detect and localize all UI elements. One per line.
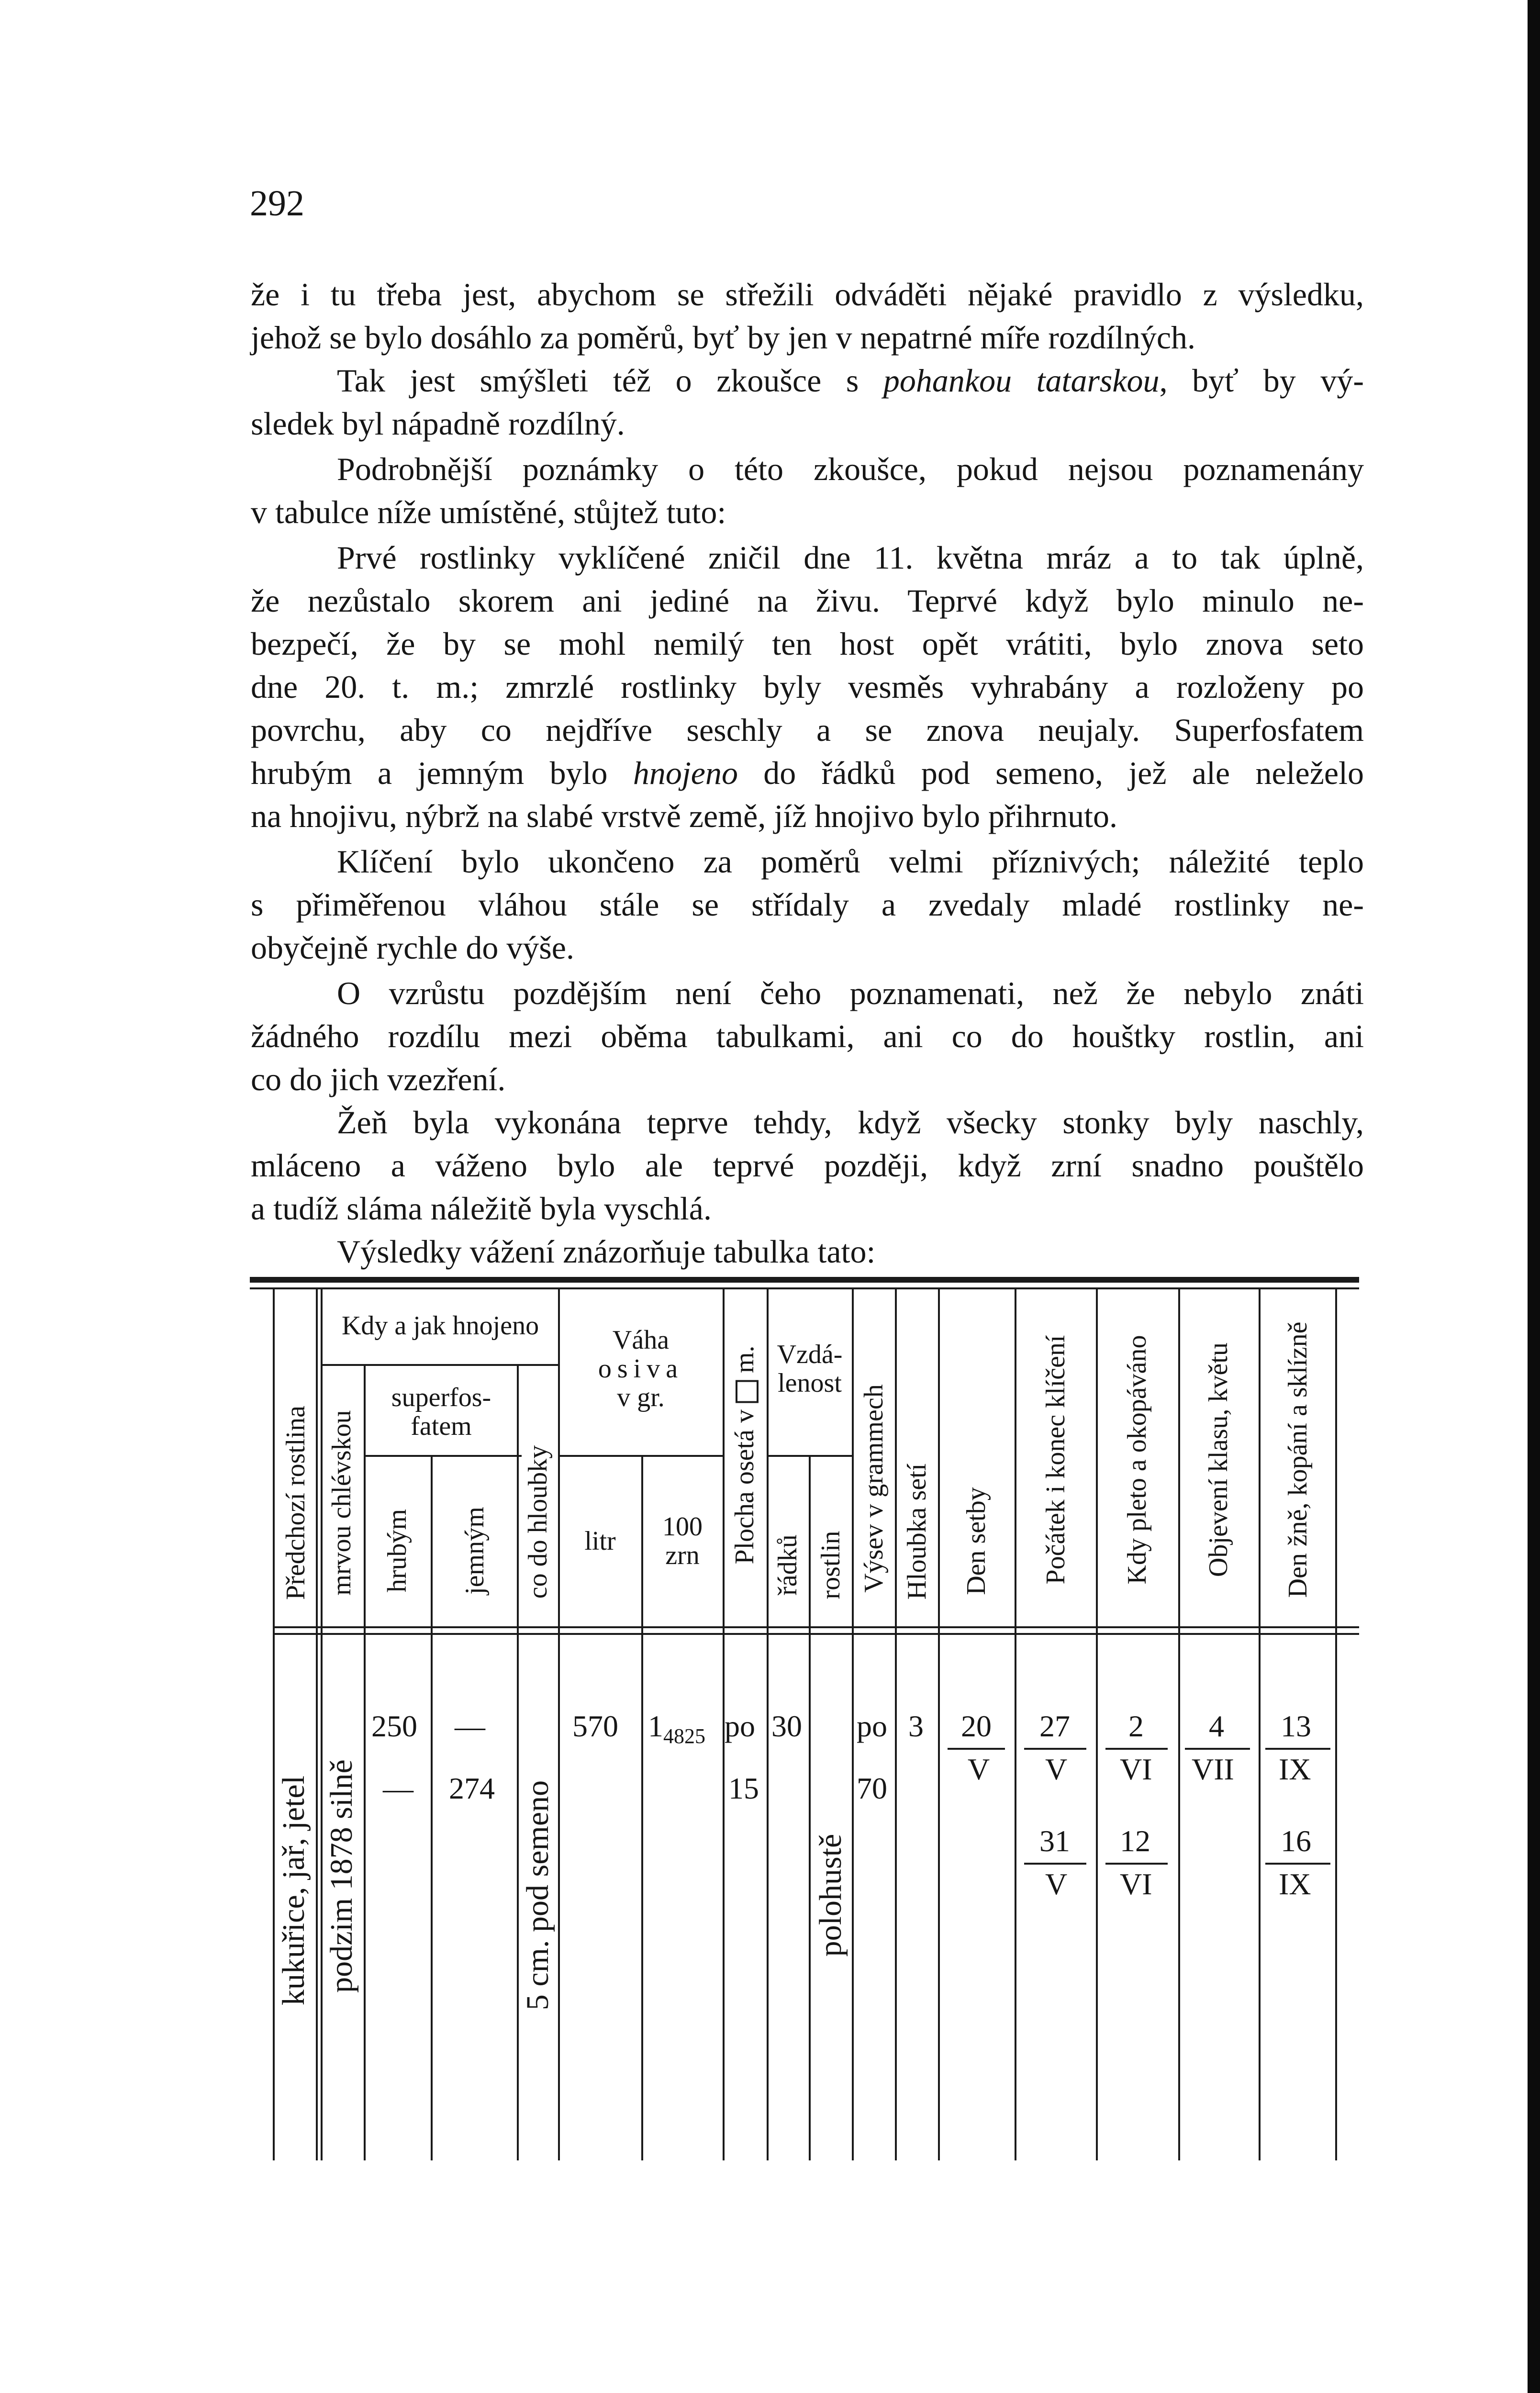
header-jemnym: jemným xyxy=(460,1507,490,1595)
cell-rule xyxy=(1024,1863,1086,1865)
column-line xyxy=(1259,1289,1261,2160)
cell-den-setby-day: 20 xyxy=(961,1709,992,1743)
table-top-rule xyxy=(250,1287,1359,1289)
header-plocha-unit: m. xyxy=(730,1345,759,1374)
text-line: jehož se bylo dosáhlo za poměrů, byť by jen v nepatrné míře rozdílných. xyxy=(251,319,1196,356)
header-bottom-rule xyxy=(273,1633,1359,1635)
text-line: obyčejně rychle do výše. xyxy=(251,929,574,966)
header-100-zrn: 100 xyxy=(662,1512,703,1542)
cell-litr: 570 xyxy=(572,1709,618,1743)
header-100-zrn: zrn xyxy=(665,1541,700,1570)
text-line: Klíčení bylo ukončeno za poměrů velmi příznivých; náležité teplo xyxy=(337,843,1364,880)
header-rule xyxy=(321,1364,560,1366)
column-line xyxy=(558,1289,560,2160)
header-plocha xyxy=(729,1345,760,1564)
header-plocha-text: Plocha osetá v xyxy=(730,1409,759,1565)
text-line: na hnojivu, nýbrž na slabé vrstvě země, jíž hnojivo bylo přihrnuto. xyxy=(251,798,1118,834)
text-line: co do jich vzezření. xyxy=(251,1061,506,1097)
cell-objeveni-month: VII xyxy=(1192,1752,1234,1786)
header-hloubka: Hloubka setí xyxy=(902,1463,932,1600)
column-line xyxy=(1335,1289,1337,2160)
header-pocatek: Počátek i konec klíčení xyxy=(1041,1335,1071,1585)
cell-rule xyxy=(1265,1863,1330,1865)
text-segment: Tak jest smýšleti též o zkoušce s xyxy=(337,362,883,399)
cell-rule xyxy=(948,1748,1005,1750)
text-line: žádného rozdílu mezi oběma tabulkami, ani co do houštky rostlin, ani xyxy=(251,1018,1364,1054)
header-litr: litr xyxy=(584,1526,616,1556)
cell-pleto-day: 12 xyxy=(1120,1824,1150,1858)
text-line: v tabulce níže umístěné, stůjtež tuto: xyxy=(251,494,726,530)
column-line xyxy=(1096,1289,1098,2160)
cell-hloubky: 5 cm. pod semeno xyxy=(520,1780,555,2011)
column-line xyxy=(809,1455,811,2160)
column-line xyxy=(316,1289,318,2160)
cell-100-zrn-sub: 4825 xyxy=(663,1724,705,1748)
text-segment: , byť by vý- xyxy=(1159,362,1364,399)
text-line: že i tu třeba jest, abychom se střežili odváděti nějaké pravidlo z výsledku, xyxy=(251,276,1364,313)
column-line xyxy=(517,1364,519,2160)
cell-plocha: 15 xyxy=(728,1771,759,1805)
column-line xyxy=(321,1289,323,2160)
table-top-rule xyxy=(250,1277,1359,1283)
text-line: že nezůstalo skorem ani jediné na živu. Teprvé když bylo minulo ne- xyxy=(251,582,1364,619)
cell-hloubka: 3 xyxy=(908,1709,924,1743)
cell-zne-day: 16 xyxy=(1281,1824,1311,1858)
cell-jemnym: — xyxy=(455,1709,485,1743)
column-line xyxy=(273,1289,275,2160)
cell-vysev: po xyxy=(857,1709,887,1743)
header-den-zne: Den žně, kopání a sklízně xyxy=(1283,1321,1313,1598)
cell-den-setby-month: V xyxy=(968,1752,990,1786)
cell-radku: 30 xyxy=(771,1709,802,1743)
cell-rule xyxy=(1105,1863,1168,1865)
header-vzdalenost: Vzdá- xyxy=(777,1340,843,1369)
column-line xyxy=(895,1289,897,2160)
text-line: Prvé rostlinky vyklíčené zničil dne 11. května mráz a to tak úplně, xyxy=(337,539,1364,576)
page-number: 292 xyxy=(250,183,304,224)
cell-vysev: 70 xyxy=(857,1771,887,1805)
cell-jemnym: 274 xyxy=(449,1771,495,1805)
cell-zne-day: 13 xyxy=(1281,1709,1311,1743)
header-kdy-jak: Kdy a jak hnojeno xyxy=(341,1311,539,1341)
italic-term: hnojeno xyxy=(633,755,738,791)
header-superfosfatem: fatem xyxy=(411,1411,472,1441)
text-line: a tudíž sláma náležitě byla vyschlá. xyxy=(251,1190,712,1227)
header-objeveni: Objevení klasu, květu xyxy=(1204,1342,1233,1577)
text-segment: do řádků pod semeno, jež ale neleželo xyxy=(737,755,1364,791)
cell-rule xyxy=(1024,1748,1086,1750)
cell-pocatek-day: 31 xyxy=(1039,1824,1070,1858)
cell-rule xyxy=(1185,1748,1250,1750)
text-line: povrchu, aby co nejdříve seschly a se znova neujaly. Superfosfatem xyxy=(251,712,1364,748)
cell-hrubym: 250 xyxy=(371,1709,417,1743)
header-vzdalenost: lenost xyxy=(778,1368,842,1398)
header-superfosfatem: superfos- xyxy=(391,1383,491,1412)
cell-pleto-month: VI xyxy=(1120,1867,1152,1901)
header-rule xyxy=(364,1455,522,1457)
header-den-setby: Den setby xyxy=(961,1487,991,1595)
column-line xyxy=(1015,1289,1016,2160)
column-line xyxy=(852,1289,854,2160)
header-rostlin: rostlin xyxy=(816,1531,846,1599)
cell-rostlin: polohustě xyxy=(813,1834,848,1957)
column-line xyxy=(364,1364,366,2160)
cell-rule xyxy=(1105,1748,1168,1750)
cell-zne-month: IX xyxy=(1279,1752,1311,1786)
cell-rule xyxy=(1265,1748,1330,1750)
header-predchozi: Předchozí rostlina xyxy=(281,1406,311,1600)
cell-100-zrn-main: 1 xyxy=(648,1709,663,1743)
text-line: bezpečí, že by se mohl nemilý ten host opět vrátiti, bylo znova seto xyxy=(251,626,1364,662)
cell-pleto-month: VI xyxy=(1120,1752,1152,1786)
header-mrvou: mrvou chlévskou xyxy=(327,1410,357,1596)
cell-pocatek-day: 27 xyxy=(1039,1709,1070,1743)
column-line xyxy=(431,1455,433,2160)
cell-plocha: po xyxy=(725,1709,755,1743)
cell-objeveni-day: 4 xyxy=(1209,1709,1224,1743)
header-hrubym: hrubým xyxy=(382,1509,412,1593)
column-line xyxy=(938,1289,940,2160)
header-rule xyxy=(767,1455,852,1457)
column-line xyxy=(767,1289,769,2160)
cell-100-zrn xyxy=(648,1709,705,1748)
cell-pocatek-month: V xyxy=(1045,1867,1068,1901)
cell-mrvou: podzim 1878 silně xyxy=(324,1759,359,1993)
italic-term: pohankou tatarskou xyxy=(883,362,1160,399)
text-line: s přiměřenou vláhou stále se střídaly a zvedaly mladé rostlinky ne- xyxy=(251,886,1364,923)
text-line: sledek byl nápadně rozdílný. xyxy=(251,405,625,442)
cell-zne-month: IX xyxy=(1279,1867,1311,1901)
text-line: Podrobnější poznámky o této zkoušce, pokud nejsou poznamenány xyxy=(337,451,1364,487)
text-line: Výsledky vážení znázorňuje tabulka tato: xyxy=(337,1233,876,1270)
header-radku: řádků xyxy=(773,1534,803,1596)
text-line: dne 20. t. m.; zmrzlé rostlinky byly vesměs vyhrabány a rozloženy po xyxy=(251,669,1364,705)
cell-predchozi: kukuřice, jař, jetel xyxy=(276,1775,311,2006)
header-hloubky: co do hloubky xyxy=(523,1445,553,1599)
text-line: O vzrůstu pozdějším není čeho poznamenati, než že nebylo znáti xyxy=(337,975,1364,1011)
square-icon xyxy=(736,1380,759,1403)
header-vaha: v gr. xyxy=(617,1383,665,1412)
text-line: mláceno a váženo bylo ale teprvé později, když zrní snadno pouštělo xyxy=(251,1147,1364,1184)
header-kdy-pleto: Kdy pleto a okopáváno xyxy=(1122,1335,1152,1585)
cell-pocatek-month: V xyxy=(1045,1752,1068,1786)
header-vysev: Výsev v grammech xyxy=(859,1384,889,1593)
cell-pleto-day: 2 xyxy=(1128,1709,1144,1743)
header-bottom-rule xyxy=(273,1626,1359,1628)
text-segment: hrubým a jemným bylo xyxy=(251,755,633,791)
header-vaha: osiva xyxy=(598,1354,684,1384)
header-rule xyxy=(558,1455,723,1457)
cell-hrubym: — xyxy=(383,1771,413,1805)
text-line: Žeň byla vykonána teprve tehdy, když všecky stonky byly naschly, xyxy=(337,1104,1364,1141)
column-line xyxy=(1178,1289,1180,2160)
header-vaha: Váha xyxy=(612,1325,670,1355)
